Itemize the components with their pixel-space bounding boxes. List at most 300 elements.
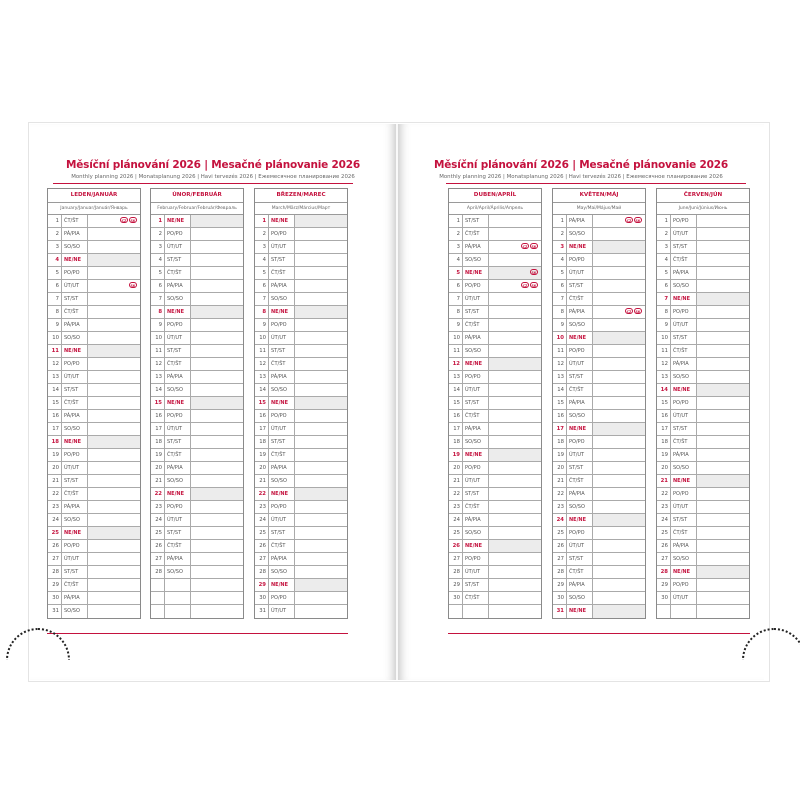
note-cell[interactable]: [489, 345, 541, 357]
note-cell[interactable]: [489, 436, 541, 448]
day-row: [151, 332, 243, 345]
note-cell[interactable]: [593, 228, 645, 240]
weekday: ÚT/UT: [62, 371, 88, 383]
note-cell[interactable]: [191, 436, 243, 448]
weekday: ČT/ŠT: [463, 228, 489, 240]
note-cell[interactable]: [191, 579, 243, 591]
note-cell[interactable]: [295, 332, 347, 344]
day-row: [449, 280, 541, 293]
weekday: PÁ/PIA: [165, 280, 191, 292]
note-cell[interactable]: [191, 592, 243, 604]
weekday: ST/ST: [567, 280, 593, 292]
holiday-badge: SK: [130, 219, 136, 223]
note-cell[interactable]: [295, 514, 347, 526]
day-row: [657, 579, 749, 592]
note-cell[interactable]: [489, 553, 541, 565]
day-row: [255, 475, 347, 488]
day-number: 20: [657, 462, 671, 474]
weekday: PÁ/PIA: [671, 449, 697, 461]
note-cell[interactable]: [593, 501, 645, 513]
day-number: 15: [657, 397, 671, 409]
note-cell[interactable]: [88, 436, 140, 448]
note-cell[interactable]: [295, 436, 347, 448]
note-cell[interactable]: [489, 254, 541, 266]
note-cell[interactable]: [489, 475, 541, 487]
weekday: SO/SO: [165, 475, 191, 487]
day-row: [657, 527, 749, 540]
note-cell[interactable]: [697, 241, 749, 253]
note-cell[interactable]: [593, 436, 645, 448]
note-cell[interactable]: [88, 332, 140, 344]
weekday: SO/SO: [269, 475, 295, 487]
note-cell[interactable]: [489, 215, 541, 227]
note-cell[interactable]: [295, 475, 347, 487]
note-cell[interactable]: [697, 514, 749, 526]
weekday: ÚT/UT: [671, 592, 697, 604]
note-cell[interactable]: [489, 423, 541, 435]
weekday: PÁ/PIA: [463, 514, 489, 526]
day-number: 23: [657, 501, 671, 513]
day-row: [553, 540, 645, 553]
note-cell[interactable]: [697, 488, 749, 500]
note-cell[interactable]: [489, 332, 541, 344]
note-cell[interactable]: [697, 566, 749, 578]
note-cell[interactable]: [593, 384, 645, 396]
note-cell[interactable]: [88, 280, 140, 292]
note-cell[interactable]: [191, 254, 243, 266]
note-cell[interactable]: [88, 592, 140, 604]
note-cell[interactable]: [697, 579, 749, 591]
note-cell[interactable]: [593, 514, 645, 526]
note-cell[interactable]: [295, 423, 347, 435]
day-row: [553, 215, 645, 228]
note-cell[interactable]: [295, 605, 347, 618]
note-cell[interactable]: [593, 345, 645, 357]
note-cell[interactable]: [88, 553, 140, 565]
weekday: NE/NE: [567, 241, 593, 253]
note-cell[interactable]: [295, 566, 347, 578]
note-cell[interactable]: [593, 358, 645, 370]
note-cell[interactable]: [191, 280, 243, 292]
note-cell[interactable]: [191, 293, 243, 305]
note-cell[interactable]: [191, 228, 243, 240]
weekday: NE/NE: [567, 423, 593, 435]
day-row: [553, 553, 645, 566]
note-cell[interactable]: [697, 345, 749, 357]
note-cell[interactable]: [88, 267, 140, 279]
note-cell[interactable]: [295, 319, 347, 331]
note-cell[interactable]: [191, 267, 243, 279]
note-cell[interactable]: [697, 319, 749, 331]
note-cell[interactable]: [295, 449, 347, 461]
weekday: PÁ/PIA: [671, 540, 697, 552]
weekday: SO/SO: [671, 553, 697, 565]
note-cell[interactable]: [191, 605, 243, 618]
note-cell[interactable]: [593, 579, 645, 591]
day-row: [151, 228, 243, 241]
note-cell[interactable]: [191, 449, 243, 461]
day-number: 25: [657, 527, 671, 539]
weekday: PÁ/PIA: [567, 397, 593, 409]
day-number: 11: [553, 345, 567, 357]
day-row: [255, 449, 347, 462]
note-cell[interactable]: [295, 280, 347, 292]
note-cell[interactable]: [88, 605, 140, 618]
day-row: [255, 527, 347, 540]
holiday-badge: SK: [635, 310, 641, 314]
note-cell[interactable]: [697, 293, 749, 305]
note-cell[interactable]: [191, 215, 243, 227]
weekday: PO/PO: [463, 462, 489, 474]
note-cell[interactable]: [489, 501, 541, 513]
note-cell[interactable]: [697, 280, 749, 292]
note-cell[interactable]: [88, 488, 140, 500]
note-cell[interactable]: [489, 228, 541, 240]
day-number: 11: [255, 345, 269, 357]
note-cell[interactable]: [88, 423, 140, 435]
note-cell[interactable]: [593, 254, 645, 266]
day-number: 28: [151, 566, 165, 578]
note-cell[interactable]: [88, 540, 140, 552]
note-cell[interactable]: [88, 449, 140, 461]
note-cell[interactable]: [191, 462, 243, 474]
month-table: [656, 188, 750, 619]
note-cell[interactable]: [295, 254, 347, 266]
day-row: [255, 397, 347, 410]
note-cell[interactable]: [191, 306, 243, 318]
holiday-badges: [530, 269, 538, 275]
note-cell[interactable]: [593, 267, 645, 279]
note-cell[interactable]: [295, 293, 347, 305]
day-row: [657, 540, 749, 553]
note-cell[interactable]: [489, 566, 541, 578]
note-cell[interactable]: [88, 579, 140, 591]
note-cell[interactable]: [697, 527, 749, 539]
note-cell[interactable]: [697, 410, 749, 422]
note-cell[interactable]: [697, 462, 749, 474]
note-cell[interactable]: [697, 254, 749, 266]
note-cell[interactable]: [697, 592, 749, 604]
note-cell[interactable]: [489, 241, 541, 253]
day-row: [48, 228, 140, 241]
note-cell[interactable]: [593, 488, 645, 500]
note-cell[interactable]: [295, 553, 347, 565]
day-row: [553, 514, 645, 527]
day-number: 13: [657, 371, 671, 383]
note-cell[interactable]: [88, 501, 140, 513]
note-cell[interactable]: [295, 371, 347, 383]
day-row: [48, 319, 140, 332]
weekday: ST/ST: [567, 462, 593, 474]
weekday: SO/SO: [62, 514, 88, 526]
day-number: 19: [48, 449, 62, 461]
day-row: [48, 371, 140, 384]
note-cell[interactable]: [191, 566, 243, 578]
weekday: SO/SO: [62, 423, 88, 435]
day-number: 8: [151, 306, 165, 318]
day-row: [553, 410, 645, 423]
note-cell[interactable]: [697, 397, 749, 409]
note-cell[interactable]: [593, 215, 645, 227]
day-row: [48, 332, 140, 345]
note-cell[interactable]: [593, 527, 645, 539]
day-number: 16: [657, 410, 671, 422]
day-number: 23: [553, 501, 567, 513]
note-cell[interactable]: [489, 293, 541, 305]
day-number: 16: [255, 410, 269, 422]
note-cell[interactable]: [88, 384, 140, 396]
note-cell[interactable]: [489, 592, 541, 604]
note-cell[interactable]: [88, 215, 140, 227]
weekday: ČT/ŠT: [463, 592, 489, 604]
day-row: [657, 410, 749, 423]
note-cell[interactable]: [489, 371, 541, 383]
day-row: [255, 319, 347, 332]
day-row: [553, 527, 645, 540]
day-number: 8: [657, 306, 671, 318]
day-row: [449, 358, 541, 371]
note-cell[interactable]: [295, 540, 347, 552]
weekday: PÁ/PIA: [165, 553, 191, 565]
note-cell[interactable]: [489, 449, 541, 461]
note-cell[interactable]: [88, 410, 140, 422]
note-cell[interactable]: [88, 397, 140, 409]
note-cell[interactable]: [593, 241, 645, 253]
weekday: ÚT/UT: [671, 319, 697, 331]
weekday: PÁ/PIA: [62, 501, 88, 513]
day-number: 22: [449, 488, 463, 500]
day-number: 22: [255, 488, 269, 500]
note-cell[interactable]: [489, 358, 541, 370]
note-cell[interactable]: [593, 410, 645, 422]
note-cell[interactable]: [191, 527, 243, 539]
day-number: 9: [657, 319, 671, 331]
note-cell[interactable]: [593, 540, 645, 552]
note-cell[interactable]: [191, 384, 243, 396]
day-row: [553, 293, 645, 306]
day-row: [48, 501, 140, 514]
note-cell[interactable]: [191, 332, 243, 344]
month-name: ČERVEN/JÚN: [657, 189, 749, 203]
note-cell[interactable]: [295, 267, 347, 279]
note-cell[interactable]: [191, 488, 243, 500]
note-cell[interactable]: [489, 605, 541, 618]
note-cell[interactable]: [295, 215, 347, 227]
day-row: [657, 358, 749, 371]
note-cell[interactable]: [489, 410, 541, 422]
note-cell[interactable]: [88, 358, 140, 370]
day-number: 12: [255, 358, 269, 370]
note-cell[interactable]: [88, 228, 140, 240]
note-cell[interactable]: [697, 215, 749, 227]
day-number: 28: [255, 566, 269, 578]
note-cell[interactable]: [697, 228, 749, 240]
note-cell[interactable]: [489, 319, 541, 331]
note-cell[interactable]: [593, 293, 645, 305]
note-cell[interactable]: [88, 514, 140, 526]
note-cell[interactable]: [593, 319, 645, 331]
note-cell[interactable]: [489, 527, 541, 539]
note-cell[interactable]: [697, 475, 749, 487]
weekday: ČT/ŠT: [62, 579, 88, 591]
note-cell[interactable]: [593, 605, 645, 618]
note-cell[interactable]: [191, 397, 243, 409]
note-cell[interactable]: [697, 267, 749, 279]
note-cell[interactable]: [88, 345, 140, 357]
weekday: NE/NE: [671, 566, 697, 578]
day-number: 27: [553, 553, 567, 565]
note-cell[interactable]: [593, 280, 645, 292]
note-cell[interactable]: [191, 540, 243, 552]
note-cell[interactable]: [295, 579, 347, 591]
note-cell[interactable]: [88, 254, 140, 266]
note-cell[interactable]: [593, 566, 645, 578]
weekday: SO/SO: [165, 566, 191, 578]
day-row: [449, 371, 541, 384]
weekday: ST/ST: [671, 332, 697, 344]
note-cell[interactable]: [295, 410, 347, 422]
note-cell[interactable]: [697, 306, 749, 318]
note-cell[interactable]: [593, 553, 645, 565]
note-cell[interactable]: [295, 345, 347, 357]
weekday: ČT/ŠT: [165, 540, 191, 552]
note-cell[interactable]: [593, 397, 645, 409]
note-cell[interactable]: [593, 475, 645, 487]
note-cell[interactable]: [593, 462, 645, 474]
day-row: [151, 436, 243, 449]
note-cell[interactable]: [295, 228, 347, 240]
note-cell[interactable]: [191, 345, 243, 357]
day-row: [657, 501, 749, 514]
note-cell[interactable]: [489, 397, 541, 409]
note-cell[interactable]: [697, 371, 749, 383]
day-row: [255, 358, 347, 371]
note-cell[interactable]: [88, 371, 140, 383]
note-cell[interactable]: [295, 488, 347, 500]
weekday: ČT/ŠT: [567, 475, 593, 487]
note-cell[interactable]: [697, 423, 749, 435]
day-row: [553, 423, 645, 436]
note-cell[interactable]: [489, 462, 541, 474]
note-cell[interactable]: [191, 514, 243, 526]
note-cell[interactable]: [593, 449, 645, 461]
weekday: ČT/ŠT: [165, 267, 191, 279]
note-cell[interactable]: [489, 280, 541, 292]
day-row: [255, 345, 347, 358]
weekday: ÚT/UT: [62, 553, 88, 565]
day-row: [151, 553, 243, 566]
note-cell[interactable]: [593, 592, 645, 604]
note-cell[interactable]: [295, 241, 347, 253]
note-cell[interactable]: [593, 332, 645, 344]
note-cell[interactable]: [88, 527, 140, 539]
day-row: [255, 267, 347, 280]
note-cell[interactable]: [593, 371, 645, 383]
note-cell[interactable]: [697, 553, 749, 565]
note-cell[interactable]: [697, 332, 749, 344]
note-cell[interactable]: [191, 241, 243, 253]
day-number: 5: [553, 267, 567, 279]
weekday: ÚT/UT: [671, 228, 697, 240]
note-cell[interactable]: [697, 501, 749, 513]
day-row: [48, 254, 140, 267]
note-cell[interactable]: [697, 449, 749, 461]
day-number: 5: [151, 267, 165, 279]
note-cell[interactable]: [88, 293, 140, 305]
note-cell[interactable]: [88, 319, 140, 331]
day-number: 29: [657, 579, 671, 591]
note-cell[interactable]: [88, 306, 140, 318]
weekday: ÚT/UT: [567, 449, 593, 461]
day-number: 3: [48, 241, 62, 253]
note-cell[interactable]: [489, 267, 541, 279]
bottom-rule: [448, 633, 750, 634]
note-cell[interactable]: [489, 488, 541, 500]
note-cell[interactable]: [697, 358, 749, 370]
day-number: 14: [657, 384, 671, 396]
note-cell[interactable]: [593, 306, 645, 318]
day-number: 10: [151, 332, 165, 344]
day-row: [255, 371, 347, 384]
note-cell[interactable]: [489, 384, 541, 396]
weekday: ČT/ŠT: [62, 306, 88, 318]
note-cell[interactable]: [191, 358, 243, 370]
note-cell[interactable]: [191, 553, 243, 565]
note-cell[interactable]: [191, 423, 243, 435]
month-table: [254, 188, 348, 619]
page-title: Měsíční plánování 2026 | Mesačné plánovanie 2026: [66, 159, 360, 171]
note-cell[interactable]: [489, 306, 541, 318]
note-cell[interactable]: [295, 397, 347, 409]
note-cell[interactable]: [697, 384, 749, 396]
note-cell[interactable]: [593, 423, 645, 435]
note-cell[interactable]: [295, 527, 347, 539]
weekday: ČT/ŠT: [671, 436, 697, 448]
note-cell[interactable]: [697, 540, 749, 552]
day-row: [553, 488, 645, 501]
note-cell[interactable]: [697, 436, 749, 448]
note-cell[interactable]: [489, 514, 541, 526]
weekday: SO/SO: [671, 462, 697, 474]
note-cell[interactable]: [191, 475, 243, 487]
weekday: PO/PO: [463, 371, 489, 383]
note-cell[interactable]: [191, 501, 243, 513]
note-cell[interactable]: [295, 592, 347, 604]
note-cell[interactable]: [697, 605, 749, 618]
note-cell[interactable]: [295, 384, 347, 396]
day-number: 24: [449, 514, 463, 526]
weekday: ÚT/UT: [567, 267, 593, 279]
note-cell[interactable]: [295, 358, 347, 370]
note-cell[interactable]: [295, 501, 347, 513]
note-cell[interactable]: [295, 306, 347, 318]
weekday: ÚT/UT: [463, 384, 489, 396]
note-cell[interactable]: [88, 566, 140, 578]
note-cell[interactable]: [191, 371, 243, 383]
weekday: [165, 592, 191, 604]
note-cell[interactable]: [295, 462, 347, 474]
note-cell[interactable]: [191, 410, 243, 422]
day-number: 10: [657, 332, 671, 344]
weekday: ÚT/UT: [165, 423, 191, 435]
note-cell[interactable]: [88, 462, 140, 474]
note-cell[interactable]: [88, 241, 140, 253]
note-cell[interactable]: [489, 540, 541, 552]
note-cell[interactable]: [191, 319, 243, 331]
note-cell[interactable]: [88, 475, 140, 487]
day-row: [255, 605, 347, 618]
note-cell[interactable]: [489, 579, 541, 591]
